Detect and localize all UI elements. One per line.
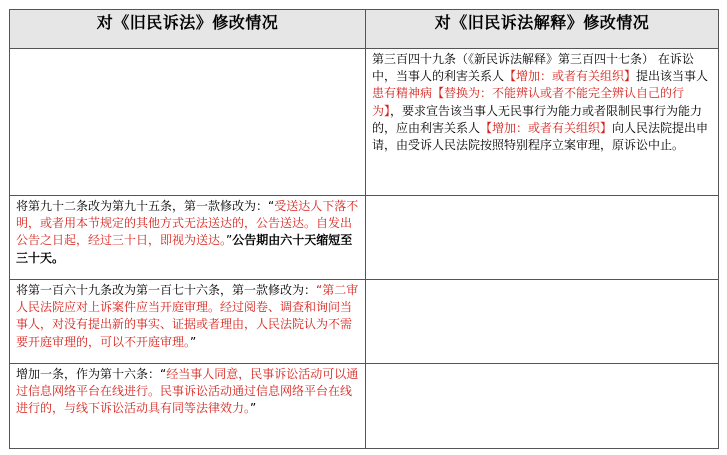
- clause-text: 提出该当事人: [636, 69, 709, 84]
- header-interpretation: 对《旧民诉法解释》修改情况: [366, 10, 719, 49]
- clause-text: ”: [190, 334, 197, 349]
- clause-text: 将第一百六十九条改为第一百七十六条，第一款修改为：: [16, 283, 317, 297]
- header-row: [10, 10, 719, 49]
- table-row: [10, 196, 719, 280]
- header-old-law: 对《旧民诉法》修改情况: [10, 10, 366, 49]
- amended-text: 【替换为：不能辨认或者不能完全辨认自己的行为】: [372, 86, 685, 118]
- table-row: [10, 364, 719, 449]
- interpretation-cell: [366, 49, 719, 196]
- clause-text: ”: [226, 233, 233, 248]
- interpretation-cell: [366, 364, 719, 449]
- amended-text: 经当事人同意，民事诉讼活动可以通过信息网络平台在线进行。民事诉讼活动通过信息网络平台在线进行的，与线下诉讼活动具有同等法律效力。: [16, 367, 359, 416]
- old-law-cell: [10, 364, 366, 449]
- interpretation-cell: [366, 280, 719, 364]
- amended-text: 受送达人下落不明，或者用本节规定的其他方式无法送达的，公告送达。自发出公告之日起，经过三十日，即视为送达。: [16, 199, 359, 248]
- clause-text: 第三百四十九条（《新民诉法解释》第三百四十七条） 在诉讼中，当事人的利害关系人: [372, 52, 694, 84]
- old-law-cell: [10, 280, 366, 364]
- amended-text: 【增加：或者有关组织】: [480, 120, 613, 135]
- amended-text: 【增加：或者有关组织】: [504, 69, 637, 84]
- old-law-cell: [10, 196, 366, 280]
- interpretation-cell: [366, 196, 719, 280]
- comparison-table: [9, 9, 719, 449]
- clause-text: ”: [250, 401, 257, 416]
- clause-text: 将第九十二条改为第九十五条，第一款修改为：“: [16, 199, 275, 213]
- clause-text: 增加一条，作为第十六条：“: [16, 367, 167, 381]
- amended-text: “第二审人民法院应对上诉案件应当开庭审理。经过阅卷、调查和询问当事人，对没有提出新的事实、证据或者理由，人民法院认为不需要开庭审理的，可以不开庭审理。: [16, 283, 359, 349]
- note-text: 公告期由六十天缩短至三十天。: [16, 233, 353, 265]
- amended-text: 患有精神病: [372, 86, 433, 101]
- clause-text: 向人民法院提出申请，由受诉人民法院按照特别程序立案审理，原诉讼中止。: [372, 120, 709, 153]
- old-law-cell: [10, 49, 366, 196]
- table-row: [10, 280, 719, 364]
- table-row: [10, 49, 719, 196]
- clause-text: ，要求宣告该当事人无民事行为能力或者限制民事行为能力的，应由利害关系人: [372, 103, 703, 135]
